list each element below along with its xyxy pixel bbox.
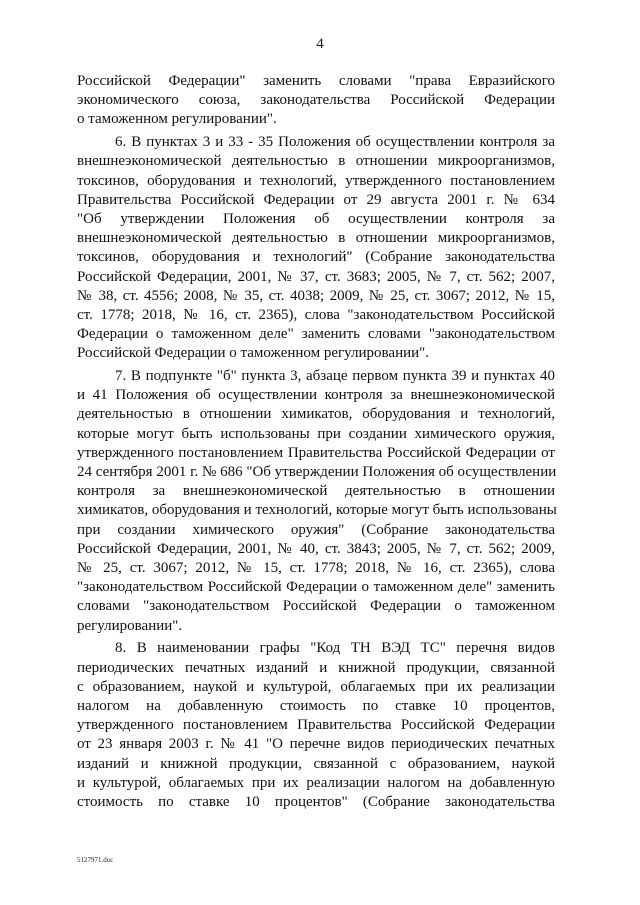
text-line: ст. 1778; 2018, № 16, ст. 2365), слова "законодательством Российской <box>77 306 555 323</box>
text-line: экономического союза, законодательства Российской Федерации <box>77 92 555 109</box>
text-line: 6. В пунктах 3 и 33 - 35 Положения об осуществлении контроля за <box>115 134 555 151</box>
page-number: 4 <box>316 36 324 52</box>
text-line: словами "законодательством Российской Федерации о таможенном <box>77 598 555 615</box>
paragraph-item-6 <box>77 133 555 363</box>
text-line: периодических печатных изданий и книжной продукции, связанной <box>77 659 555 676</box>
text-line: № 38, ст. 4556; 2008, № 35, ст. 4038; 2009, № 25, ст. 3067; 2012, № 15, <box>77 287 555 304</box>
text-line: налогом на добавленную стоимость по ставке 10 процентов, <box>77 698 555 714</box>
text-line: изданий и книжной продукции, связанной с образованием, наукой <box>77 755 555 772</box>
text-line: 24 сентября 2001 г. № 686 "Об утверждении Положения об осуществлении <box>77 464 557 481</box>
text-line: "Об утверждении Положения об осуществлении контроля за <box>77 210 555 227</box>
text-line: "законодательством Российской Федерации о таможенном деле" заменить <box>77 579 555 596</box>
text-line: с образованием, наукой и культурой, облагаемых при их реализации <box>77 678 555 695</box>
text-line: стоимость по ставке 10 процентов" (Собрание законодательства <box>77 794 555 811</box>
text-line: утвержденного постановлением Правительства Российской Федерации <box>77 717 555 734</box>
text-line: химикатов, оборудования и технологий, которые могут быть использованы <box>77 502 557 519</box>
text-line: Российской Федерации о таможенном регулировании". <box>77 345 430 362</box>
text-line: токсинов, оборудования и технологий, утвержденного постановлением <box>77 172 555 189</box>
text-line: утвержденного постановлением Правительства Российской Федерации от <box>77 444 555 461</box>
text-line: 8. В наименовании графы "Код ТН ВЭД ТС" перечня видов <box>115 640 555 657</box>
text-line: о таможенном регулировании". <box>77 111 277 128</box>
text-line: деятельностью в отношении химикатов, оборудования и технологий, <box>77 406 555 423</box>
text-line: и 41 Положения об осуществлении контроля за внешнеэкономической <box>77 387 555 404</box>
footer-filename: 5127971.doc <box>77 856 114 864</box>
paragraph-continuation <box>77 72 555 130</box>
text-line: Российской Федерации, 2001, № 40, ст. 3843; 2005, № 7, ст. 562; 2009, <box>77 540 555 557</box>
text-line: Российской Федерации" заменить словами "права Евразийского <box>77 73 555 89</box>
text-line: контроля за внешнеэкономической деятельностью в отношении <box>77 483 555 500</box>
text-line: токсинов, оборудования и технологий" (Собрание законодательства <box>77 249 555 266</box>
text-line: от 23 января 2003 г. № 41 "О перечне видов периодических печатных <box>77 736 555 753</box>
text-line: внешнеэкономической деятельностью в отношении микроорганизмов, <box>77 153 555 170</box>
document-body <box>77 72 555 816</box>
paragraph-item-7 <box>77 367 555 636</box>
text-line: Российской Федерации, 2001, № 37, ст. 3683; 2005, № 7, ст. 562; 2007, <box>77 268 555 285</box>
text-line: которые могут быть использованы при создании химического оружия, <box>77 425 555 442</box>
text-line: Федерации о таможенном деле" заменить словами "законодательством <box>77 326 555 343</box>
text-line: при создании химического оружия" (Собрание законодательства <box>77 521 555 538</box>
paragraph-item-8 <box>77 639 555 812</box>
text-line: № 25, ст. 3067; 2012, № 15, ст. 1778; 2018, № 16, ст. 2365), слова <box>77 560 555 577</box>
text-line: внешнеэкономической деятельностью в отношении микроорганизмов, <box>77 230 555 247</box>
text-line: Правительства Российской Федерации от 29 августа 2001 г. № 634 <box>77 191 555 208</box>
text-line: регулировании". <box>77 617 183 634</box>
text-line: и культурой, облагаемых при их реализации налогом на добавленную <box>77 774 555 791</box>
text-line: 7. В подпункте "б" пункта 3, абзаце первом пункта 39 и пунктах 40 <box>115 368 555 385</box>
